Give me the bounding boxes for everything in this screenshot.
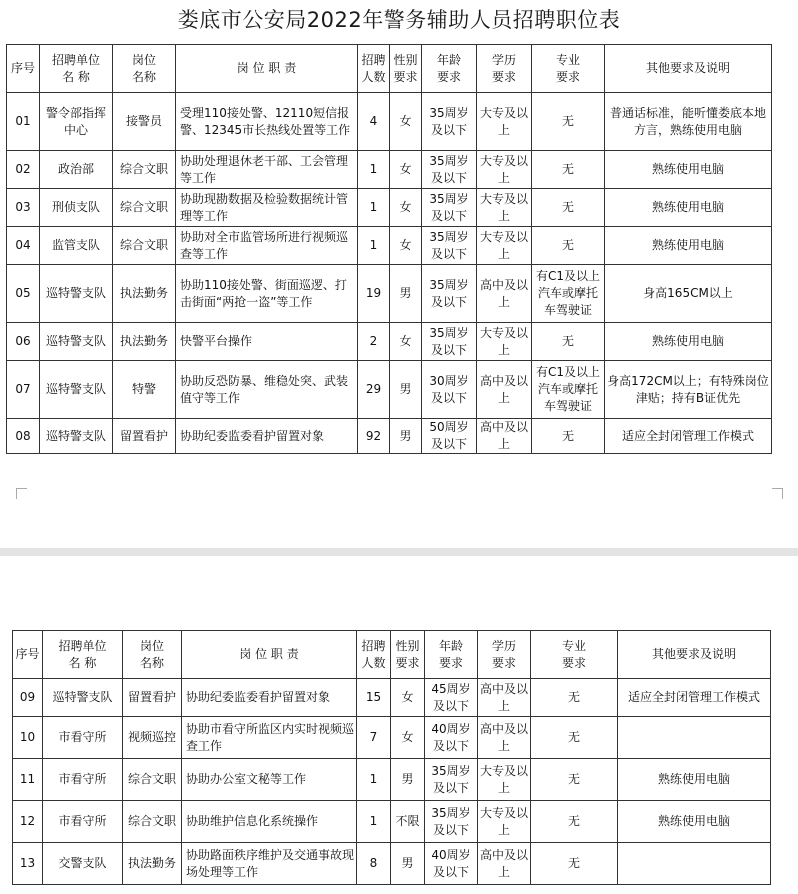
cell-age: 35周岁及以下 — [422, 93, 477, 151]
cell-duty: 协助对全市监管场所进行视频巡查等工作 — [176, 227, 358, 265]
cell-duty: 协助维护信息化系统操作 — [182, 801, 357, 843]
cell-other: 身高172CM以上；有特殊岗位津贴；持有B证优先 — [605, 361, 772, 419]
header-seq: 序号 — [7, 45, 40, 93]
cell-major: 无 — [532, 93, 605, 151]
page-corner-mark — [16, 488, 27, 499]
cell-unit: 巡特警支队 — [40, 361, 113, 419]
cell-seq: 13 — [13, 843, 43, 885]
header-edu-line2: 要求 — [491, 69, 516, 84]
header-edu — [478, 631, 531, 679]
cell-major: 无 — [531, 801, 618, 843]
cell-post: 综合文职 — [113, 151, 176, 189]
cell-major: 无 — [532, 323, 605, 361]
cell-seq: 11 — [13, 759, 43, 801]
cell-gender: 男 — [391, 843, 425, 885]
cell-post: 执法勤务 — [123, 843, 182, 885]
table-row — [13, 759, 771, 801]
page-title: 娄底市公安局2022年警务辅助人员招聘职位表 — [177, 8, 621, 32]
cell-age: 45周岁及以下 — [425, 679, 478, 717]
cell-edu: 大专及以上 — [477, 93, 532, 151]
cell-duty: 协助办公室文秘等工作 — [182, 759, 357, 801]
header-unit — [40, 45, 113, 93]
cell-unit: 巡特警支队 — [40, 265, 113, 323]
cell-other: 熟练使用电脑 — [605, 151, 772, 189]
header-unit-line1: 招聘单位 — [51, 52, 100, 67]
header-post — [123, 631, 182, 679]
cell-age: 35周岁及以下 — [422, 189, 477, 227]
cell-seq: 05 — [7, 265, 40, 323]
cell-duty: 快警平台操作 — [176, 323, 358, 361]
cell-count: 92 — [358, 419, 390, 454]
table-row — [13, 717, 771, 759]
header-major-line2: 要求 — [561, 655, 586, 670]
cell-major: 无 — [532, 419, 605, 454]
table-row — [7, 419, 772, 454]
header-unit-line2: 名 称 — [62, 69, 90, 84]
cell-seq: 09 — [13, 679, 43, 717]
cell-seq: 01 — [7, 93, 40, 151]
cell-unit: 巡特警支队 — [40, 419, 113, 454]
header-unit-line2: 名 称 — [68, 655, 97, 670]
cell-duty: 协助纪委监委看护留置对象 — [182, 679, 357, 717]
cell-age: 35周岁及以下 — [422, 227, 477, 265]
cell-post: 综合文职 — [113, 227, 176, 265]
cell-count: 19 — [358, 265, 390, 323]
cell-gender: 男 — [390, 361, 422, 419]
header-age-line1: 年龄 — [438, 638, 463, 653]
table-row — [7, 265, 772, 323]
cell-gender: 女 — [390, 189, 422, 227]
cell-age: 35周岁及以下 — [425, 801, 478, 843]
header-major — [531, 631, 618, 679]
cell-seq: 10 — [13, 717, 43, 759]
table-1-body — [7, 93, 772, 454]
cell-other: 普通话标准，能听懂娄底本地方言，熟练使用电脑 — [605, 93, 772, 151]
cell-post: 留置看护 — [123, 679, 182, 717]
cell-unit: 警令部指挥中心 — [40, 93, 113, 151]
cell-gender: 女 — [391, 717, 425, 759]
header-edu-line1: 学历 — [491, 52, 516, 67]
table-row — [13, 843, 771, 885]
cell-major: 无 — [532, 189, 605, 227]
cell-edu: 大专及以上 — [478, 759, 531, 801]
cell-post: 综合文职 — [113, 189, 176, 227]
table-row — [7, 227, 772, 265]
cell-other: 熟练使用电脑 — [605, 227, 772, 265]
cell-major: 无 — [532, 227, 605, 265]
header-post-line1: 岗位 — [131, 52, 156, 67]
page-corner-mark — [772, 488, 783, 499]
cell-edu: 大专及以上 — [477, 189, 532, 227]
header-post-line2: 名称 — [131, 69, 156, 84]
cell-duty: 受理110接处警、12110短信报警、12345市长热线处置等工作 — [176, 93, 358, 151]
cell-other: 适应全封闭管理工作模式 — [618, 679, 771, 717]
cell-other: 熟练使用电脑 — [618, 801, 771, 843]
header-age-line2: 要求 — [438, 655, 463, 670]
cell-age: 40周岁及以下 — [425, 843, 478, 885]
table-row — [7, 93, 772, 151]
cell-post: 特警 — [113, 361, 176, 419]
header-age — [422, 45, 477, 93]
cell-gender: 女 — [390, 227, 422, 265]
cell-count: 1 — [358, 227, 390, 265]
cell-count: 8 — [357, 843, 391, 885]
header-major — [532, 45, 605, 93]
header-age-line2: 要求 — [436, 69, 461, 84]
header-unit — [43, 631, 123, 679]
cell-seq: 07 — [7, 361, 40, 419]
header-unit-line1: 招聘单位 — [58, 638, 107, 653]
header-edu-line2: 要求 — [491, 655, 516, 670]
header-edu-line1: 学历 — [491, 638, 516, 653]
header-age — [425, 631, 478, 679]
cell-edu: 大专及以上 — [478, 801, 531, 843]
cell-major: 有C1及以上汽车或摩托车驾驶证 — [532, 265, 605, 323]
cell-post: 接警员 — [113, 93, 176, 151]
cell-post: 综合文职 — [123, 759, 182, 801]
cell-count: 1 — [358, 189, 390, 227]
cell-major: 无 — [531, 843, 618, 885]
cell-edu: 高中及以上 — [477, 361, 532, 419]
cell-other — [618, 717, 771, 759]
cell-unit: 巡特警支队 — [43, 679, 123, 717]
page-separator — [0, 548, 798, 556]
cell-gender: 男 — [391, 759, 425, 801]
cell-duty: 协助110接处警、街面巡逻、打击街面“两抢一盗”等工作 — [176, 265, 358, 323]
cell-age: 50周岁及以下 — [422, 419, 477, 454]
header-other: 其他要求及说明 — [618, 631, 771, 679]
cell-duty: 协助市看守所监区内实时视频巡查工作 — [182, 717, 357, 759]
cell-gender: 不限 — [391, 801, 425, 843]
cell-age: 35周岁及以下 — [425, 759, 478, 801]
table-row — [7, 361, 772, 419]
cell-count: 1 — [357, 801, 391, 843]
table-header-row — [7, 45, 772, 93]
cell-unit: 市看守所 — [43, 717, 123, 759]
cell-unit: 交警支队 — [43, 843, 123, 885]
cell-duty: 协助处理退休老干部、工会管理等工作 — [176, 151, 358, 189]
cell-edu: 高中及以上 — [477, 265, 532, 323]
cell-other: 适应全封闭管理工作模式 — [605, 419, 772, 454]
cell-gender: 女 — [391, 679, 425, 717]
cell-seq: 12 — [13, 801, 43, 843]
header-count: 招聘人数 — [357, 631, 391, 679]
cell-unit: 巡特警支队 — [40, 323, 113, 361]
cell-post: 综合文职 — [123, 801, 182, 843]
cell-count: 4 — [358, 93, 390, 151]
cell-edu: 大专及以上 — [477, 227, 532, 265]
header-edu — [477, 45, 532, 93]
cell-gender: 女 — [390, 151, 422, 189]
cell-major: 有C1及以上汽车或摩托车驾驶证 — [532, 361, 605, 419]
recruitment-table-2 — [12, 630, 771, 885]
header-gender: 性别要求 — [390, 45, 422, 93]
cell-post: 执法勤务 — [113, 323, 176, 361]
cell-count: 1 — [357, 759, 391, 801]
header-post-line2: 名称 — [139, 655, 164, 670]
cell-other — [618, 843, 771, 885]
table-row — [7, 189, 772, 227]
cell-unit: 政治部 — [40, 151, 113, 189]
cell-major: 无 — [532, 151, 605, 189]
cell-seq: 03 — [7, 189, 40, 227]
cell-count: 1 — [358, 151, 390, 189]
cell-gender: 男 — [390, 419, 422, 454]
cell-unit: 刑侦支队 — [40, 189, 113, 227]
cell-post: 视频巡控 — [123, 717, 182, 759]
cell-other: 熟练使用电脑 — [605, 323, 772, 361]
recruitment-table-1 — [6, 44, 772, 454]
cell-seq: 04 — [7, 227, 40, 265]
table-row — [7, 323, 772, 361]
cell-unit: 监管支队 — [40, 227, 113, 265]
table-row — [13, 679, 771, 717]
cell-post: 留置看护 — [113, 419, 176, 454]
cell-major: 无 — [531, 717, 618, 759]
header-age-line1: 年龄 — [436, 52, 461, 67]
header-duty: 岗 位 职 责 — [182, 631, 357, 679]
header-duty: 岗 位 职 责 — [176, 45, 358, 93]
cell-edu: 高中及以上 — [478, 717, 531, 759]
header-major-line1: 专业 — [561, 638, 586, 653]
header-gender: 性别要求 — [391, 631, 425, 679]
cell-seq: 08 — [7, 419, 40, 454]
cell-edu: 高中及以上 — [477, 419, 532, 454]
cell-age: 30周岁及以下 — [422, 361, 477, 419]
cell-edu: 高中及以上 — [478, 679, 531, 717]
cell-post: 执法勤务 — [113, 265, 176, 323]
cell-unit: 市看守所 — [43, 759, 123, 801]
cell-count: 2 — [358, 323, 390, 361]
cell-seq: 02 — [7, 151, 40, 189]
cell-count: 15 — [357, 679, 391, 717]
cell-duty: 协助纪委监委看护留置对象 — [176, 419, 358, 454]
cell-age: 35周岁及以下 — [422, 151, 477, 189]
cell-gender: 女 — [390, 323, 422, 361]
cell-other: 身高165CM以上 — [605, 265, 772, 323]
header-count: 招聘人数 — [358, 45, 390, 93]
cell-duty: 协助路面秩序维护及交通事故现场处理等工作 — [182, 843, 357, 885]
header-major-line1: 专业 — [555, 52, 580, 67]
cell-other: 熟练使用电脑 — [605, 189, 772, 227]
header-post-line1: 岗位 — [139, 638, 164, 653]
table-row — [7, 151, 772, 189]
cell-gender: 女 — [390, 93, 422, 151]
header-seq: 序号 — [13, 631, 43, 679]
cell-edu: 高中及以上 — [478, 843, 531, 885]
cell-age: 35周岁及以下 — [422, 323, 477, 361]
cell-age: 35周岁及以下 — [422, 265, 477, 323]
table-header-row — [13, 631, 771, 679]
header-post — [113, 45, 176, 93]
cell-duty: 协助反恐防暴、维稳处突、武装值守等工作 — [176, 361, 358, 419]
header-major-line2: 要求 — [555, 69, 580, 84]
cell-major: 无 — [531, 679, 618, 717]
table-row — [13, 801, 771, 843]
table-2-body — [13, 679, 771, 885]
cell-edu: 大专及以上 — [477, 151, 532, 189]
cell-age: 40周岁及以下 — [425, 717, 478, 759]
cell-major: 无 — [531, 759, 618, 801]
cell-count: 29 — [358, 361, 390, 419]
cell-other: 熟练使用电脑 — [618, 759, 771, 801]
cell-edu: 大专及以上 — [477, 323, 532, 361]
cell-count: 7 — [357, 717, 391, 759]
cell-seq: 06 — [7, 323, 40, 361]
header-other: 其他要求及说明 — [605, 45, 772, 93]
cell-unit: 市看守所 — [43, 801, 123, 843]
cell-duty: 协助现勘数据及检验数据统计管理等工作 — [176, 189, 358, 227]
cell-gender: 男 — [390, 265, 422, 323]
